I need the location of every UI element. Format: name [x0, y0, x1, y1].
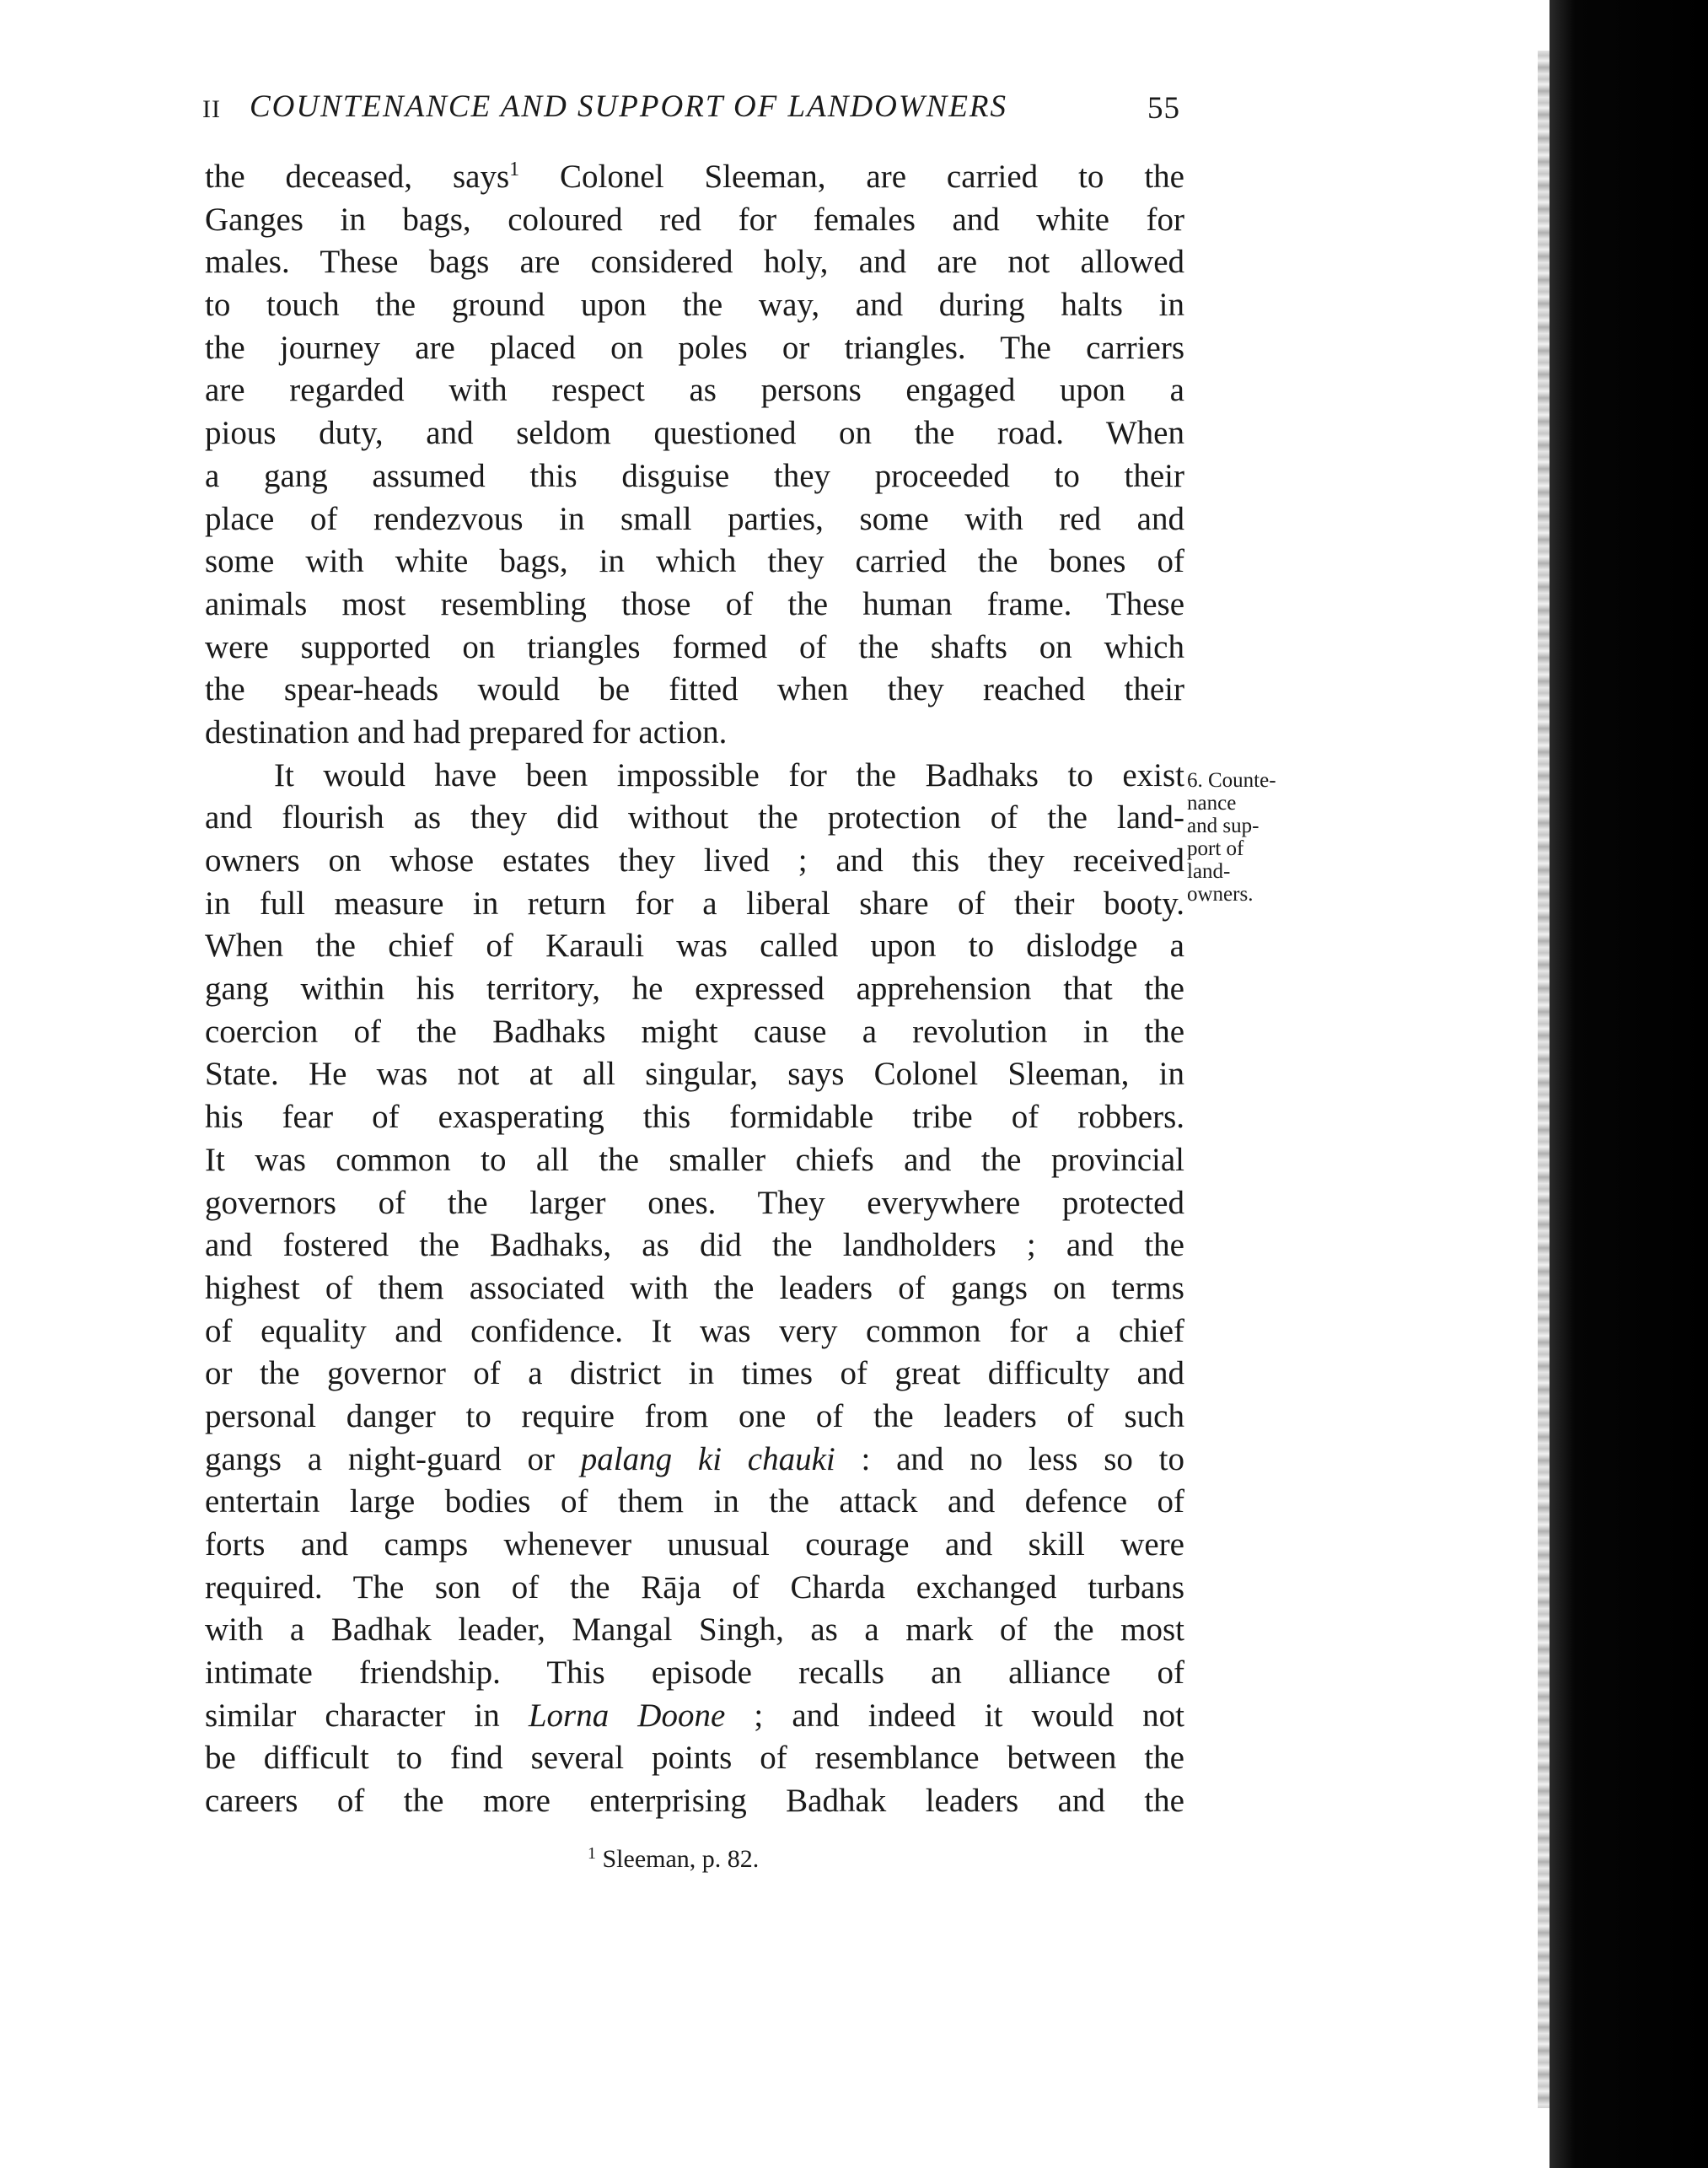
italic-text: Lorna Doone [528, 1697, 726, 1734]
text-segment: Colonel Sleeman, are carried to the [519, 159, 1184, 195]
chapter-number: II [202, 95, 221, 123]
text-line: and fostered the Badhaks, as did the landholders ; and the [205, 1227, 1184, 1264]
running-head [202, 89, 1180, 139]
text-line: pious duty, and seldom questioned on the road. When [205, 415, 1184, 452]
text-line: State. He was not at all singular, says Colonel Sleeman, in [205, 1056, 1184, 1093]
text-line: intimate friendship. This episode recalls an alliance of [205, 1654, 1184, 1692]
text-segment: the deceased, says [205, 159, 510, 195]
running-title: COUNTENANCE AND SUPPORT OF LANDOWNERS [250, 89, 1008, 124]
marginal-note-line: 6. Counte- [1187, 769, 1276, 792]
text-line: males. These bags are considered holy, and are not allowed [205, 244, 1184, 281]
text-line: Ganges in bags, coloured red for females and white for [205, 201, 1184, 238]
text-line: required. The son of the Rāja of Charda exchanged turbans [205, 1568, 1184, 1606]
italic-text: palang ki chauki [580, 1440, 835, 1477]
text-line: some with white bags, in which they carried the bones of [205, 543, 1184, 580]
text-line: with a Badhak leader, Mangal Singh, as a mark of the most [205, 1611, 1184, 1649]
marginal-note-line: land- [1187, 860, 1231, 883]
text-line: are regarded with respect as persons engaged upon a [205, 372, 1184, 409]
text-segment: gangs a night-guard or [205, 1440, 581, 1477]
text-line: It would have been impossible for the Badhaks to exist [274, 756, 1184, 793]
marginal-note-line: nance [1187, 792, 1237, 815]
footnote-text [603, 1845, 760, 1873]
text-line: gang within his territory, he expressed apprehension that the [205, 971, 1184, 1008]
text-segment: ; and indeed it would not [725, 1697, 1185, 1734]
footnote-marker: 1 [588, 1844, 596, 1863]
text-line: governors of the larger ones. They everywhere protected [205, 1184, 1184, 1221]
footnote-text-content: Sleeman, p. 82. [602, 1845, 760, 1873]
text-line: be difficult to find several points of resemblance between the [205, 1740, 1184, 1777]
text-line: coercion of the Badhaks might cause a revolution in the [205, 1013, 1184, 1050]
marginal-note-line: owners. [1187, 883, 1254, 906]
text-line: of equality and confidence. It was very common for a chief [205, 1312, 1184, 1349]
marginal-note-line: port of [1187, 837, 1244, 860]
text-segment: similar character in [205, 1697, 529, 1734]
text-line: place of rendezvous in small parties, some with red and [205, 500, 1184, 537]
text-line: forts and camps whenever unusual courage and skill were [205, 1526, 1184, 1563]
text-line: animals most resembling those of the human frame. These [205, 585, 1184, 622]
text-line: personal danger to require from one of the leaders of such [205, 1397, 1184, 1434]
text-line: When the chief of Karauli was called upon to dislodge a [205, 928, 1184, 965]
page-number: 55 [1147, 91, 1180, 126]
text-line: destination and had prepared for action. [205, 713, 728, 750]
body-text [205, 156, 1184, 1823]
text-line: and flourish as they did without the protection of the land- [205, 799, 1184, 837]
text-line: his fear of exasperating this formidable tribe of robbers. [205, 1099, 1184, 1136]
text-line: careers of the more enterprising Badhak leaders and the [205, 1783, 1184, 1820]
text-line: to touch the ground upon the way, and during halts in [205, 287, 1184, 324]
text-line: in full measure in return for a liberal share of their booty. [205, 885, 1184, 922]
text-line: entertain large bodies of them in the attack and defence of [205, 1483, 1184, 1520]
text-line: highest of them associated with the leaders of gangs on terms [205, 1269, 1184, 1306]
text-line: the journey are placed on poles or triangles. The carriers [205, 329, 1184, 366]
marginal-note [1187, 769, 1313, 906]
footnote-reference: 1 [509, 159, 520, 180]
text-line: It was common to all the smaller chiefs and the provincial [205, 1141, 1184, 1178]
text-line: owners on whose estates they lived ; and this they received [205, 842, 1184, 879]
text-segment: : and no less so to [835, 1440, 1184, 1477]
text-line: were supported on triangles formed of the shafts on which [205, 628, 1184, 665]
binding-shadow [1550, 0, 1708, 2168]
text-line: a gang assumed this disguise they proceeded to their [205, 457, 1184, 494]
text-line [205, 1439, 1184, 1482]
text-line: the spear-heads would be fitted when they reached their [205, 671, 1184, 708]
marginal-note-line: and sup- [1187, 815, 1260, 837]
footnote [588, 1845, 759, 1874]
text-line: or the governor of a district in times of great difficulty and [205, 1355, 1184, 1392]
text-line [205, 1695, 1184, 1738]
text-line [205, 156, 1184, 199]
